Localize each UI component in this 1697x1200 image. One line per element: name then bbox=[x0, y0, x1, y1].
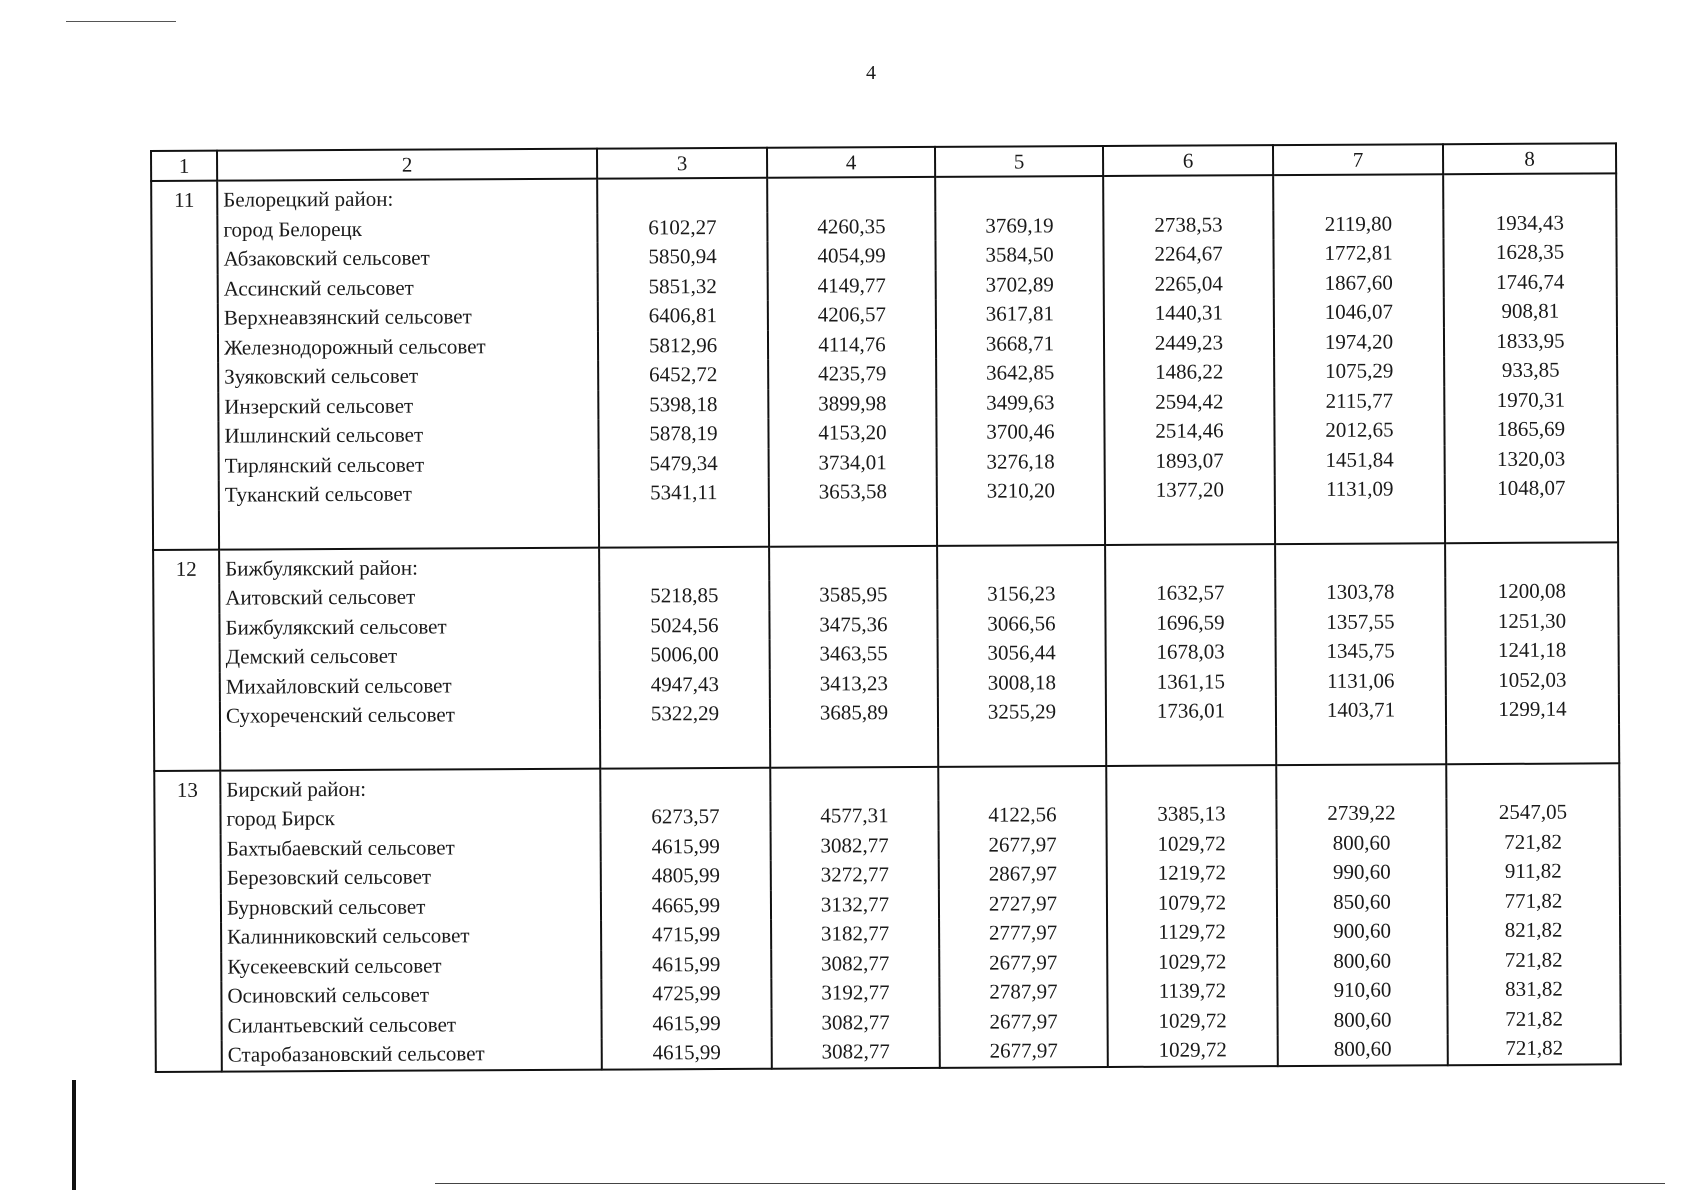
empty-cell bbox=[937, 506, 1105, 546]
value-cell: 5006,00 bbox=[600, 640, 770, 670]
table-row bbox=[156, 1033, 1621, 1071]
value-cell: 3769,19 bbox=[935, 211, 1103, 241]
value-cell: 4153,20 bbox=[768, 418, 936, 448]
value-cell: 1052,03 bbox=[1446, 665, 1619, 695]
value-cell: 2012,65 bbox=[1274, 415, 1444, 445]
value-cell: 3585,95 bbox=[769, 580, 937, 610]
column-header: 7 bbox=[1273, 144, 1443, 175]
municipality-name: Железнодорожный сельсовет bbox=[218, 331, 598, 362]
value-cell: 6452,72 bbox=[598, 360, 768, 390]
value-cell: 3276,18 bbox=[937, 447, 1105, 477]
row-number: 13 bbox=[154, 770, 220, 805]
empty-cell bbox=[151, 215, 217, 245]
municipality-name: Туканский сельсовет bbox=[219, 479, 599, 510]
value-cell: 4054,99 bbox=[767, 241, 935, 271]
value-cell: 3463,55 bbox=[770, 639, 938, 669]
value-cell: 908,81 bbox=[1444, 296, 1617, 326]
value-cell: 1403,71 bbox=[1276, 695, 1446, 725]
empty-cell bbox=[154, 731, 220, 770]
value-cell: 5322,29 bbox=[600, 699, 770, 729]
municipality-name: Бахтыбаевский сельсовет bbox=[221, 832, 601, 863]
empty-cell bbox=[155, 864, 221, 894]
value-cell: 2867,97 bbox=[939, 859, 1107, 889]
value-cell: 1678,03 bbox=[1106, 637, 1276, 667]
value-cell: 900,60 bbox=[1277, 916, 1447, 946]
value-cell: 1029,72 bbox=[1107, 1006, 1277, 1036]
value-cell: 6273,57 bbox=[600, 802, 770, 832]
tariff-table-wrapper bbox=[150, 142, 1620, 1072]
scan-artifact-line bbox=[66, 21, 176, 22]
value-cell: 2677,97 bbox=[940, 1036, 1108, 1067]
value-cell: 5812,96 bbox=[598, 330, 768, 360]
empty-cell bbox=[600, 728, 770, 768]
value-cell: 800,60 bbox=[1278, 1034, 1448, 1065]
empty-cell bbox=[219, 508, 599, 549]
municipality-name: Кусекеевский сельсовет bbox=[221, 950, 601, 981]
value-cell: 1746,74 bbox=[1444, 267, 1617, 297]
empty-cell bbox=[151, 245, 217, 275]
value-cell: 4235,79 bbox=[768, 359, 936, 389]
empty-cell bbox=[152, 363, 218, 393]
value-cell: 2677,97 bbox=[940, 1006, 1108, 1036]
value-cell: 4715,99 bbox=[601, 920, 771, 950]
municipality-name: Старобазановский сельсовет bbox=[222, 1039, 602, 1071]
value-cell: 4260,35 bbox=[767, 211, 935, 241]
value-cell: 5878,19 bbox=[598, 419, 768, 449]
value-cell: 2777,97 bbox=[939, 918, 1107, 948]
value-cell: 3899,98 bbox=[768, 388, 936, 418]
empty-cell bbox=[938, 766, 1106, 801]
empty-cell bbox=[599, 546, 769, 581]
empty-cell bbox=[152, 304, 218, 334]
value-cell: 5479,34 bbox=[599, 448, 769, 478]
value-cell: 1139,72 bbox=[1107, 976, 1277, 1006]
value-cell: 1029,72 bbox=[1107, 829, 1277, 859]
value-cell: 2677,97 bbox=[939, 947, 1107, 977]
value-cell: 2449,23 bbox=[1104, 328, 1274, 358]
empty-cell bbox=[1446, 724, 1619, 764]
column-header: 3 bbox=[597, 148, 767, 179]
empty-cell bbox=[152, 274, 218, 304]
empty-cell bbox=[1105, 544, 1275, 579]
value-cell: 4665,99 bbox=[601, 890, 771, 920]
value-cell: 3668,71 bbox=[936, 329, 1104, 359]
value-cell: 4206,57 bbox=[768, 300, 936, 330]
empty-cell bbox=[154, 805, 220, 835]
value-cell: 2119,80 bbox=[1273, 209, 1443, 239]
value-cell: 1029,72 bbox=[1108, 1035, 1278, 1066]
value-cell: 2677,97 bbox=[939, 830, 1107, 860]
value-cell: 2514,46 bbox=[1104, 416, 1274, 446]
value-cell: 3182,77 bbox=[771, 919, 939, 949]
value-cell: 3066,56 bbox=[937, 609, 1105, 639]
value-cell: 1865,69 bbox=[1444, 414, 1617, 444]
value-cell: 800,60 bbox=[1277, 828, 1447, 858]
municipality-name: Осиновский сельсовет bbox=[221, 980, 601, 1011]
empty-cell bbox=[220, 729, 600, 770]
value-cell: 910,60 bbox=[1277, 975, 1447, 1005]
column-header: 8 bbox=[1443, 143, 1616, 174]
value-cell: 2787,97 bbox=[939, 977, 1107, 1007]
empty-cell bbox=[599, 507, 769, 547]
empty-cell bbox=[155, 893, 221, 923]
empty-cell bbox=[937, 545, 1105, 580]
value-cell: 1129,72 bbox=[1107, 917, 1277, 947]
value-cell: 1974,20 bbox=[1274, 327, 1444, 357]
empty-cell bbox=[152, 333, 218, 363]
value-cell: 1696,59 bbox=[1105, 608, 1275, 638]
value-cell: 1046,07 bbox=[1274, 297, 1444, 327]
value-cell: 1736,01 bbox=[1106, 696, 1276, 726]
scan-artifact-bar bbox=[72, 1080, 76, 1190]
value-cell: 1075,29 bbox=[1274, 356, 1444, 386]
empty-cell bbox=[1106, 765, 1276, 800]
empty-cell bbox=[1105, 505, 1275, 545]
value-cell: 2264,67 bbox=[1103, 239, 1273, 269]
value-cell: 3685,89 bbox=[770, 698, 938, 728]
empty-cell bbox=[770, 727, 938, 767]
value-cell: 5850,94 bbox=[597, 242, 767, 272]
value-cell: 1251,30 bbox=[1445, 606, 1618, 636]
value-cell: 771,82 bbox=[1447, 886, 1620, 916]
value-cell: 4805,99 bbox=[601, 861, 771, 891]
value-cell: 2265,04 bbox=[1104, 269, 1274, 299]
value-cell: 6406,81 bbox=[598, 301, 768, 331]
scan-artifact-line bbox=[435, 1183, 1665, 1184]
value-cell: 3082,77 bbox=[772, 1037, 940, 1068]
municipality-name: Инзерский сельсовет bbox=[218, 390, 598, 421]
value-cell: 3475,36 bbox=[769, 609, 937, 639]
empty-cell bbox=[153, 584, 219, 614]
value-cell: 3192,77 bbox=[771, 978, 939, 1008]
table-body bbox=[151, 143, 1621, 1071]
value-cell: 1357,55 bbox=[1275, 607, 1445, 637]
empty-cell bbox=[597, 178, 767, 213]
value-cell: 1131,06 bbox=[1276, 666, 1446, 696]
value-cell: 5024,56 bbox=[599, 610, 769, 640]
empty-cell bbox=[154, 643, 220, 673]
value-cell: 1934,43 bbox=[1443, 208, 1616, 238]
value-cell: 1029,72 bbox=[1107, 947, 1277, 977]
district-title: Бижбулякский район: bbox=[219, 547, 599, 583]
empty-cell bbox=[153, 451, 219, 481]
page-number: 4 bbox=[866, 62, 876, 84]
empty-cell bbox=[153, 510, 219, 549]
value-cell: 1299,14 bbox=[1446, 694, 1619, 724]
value-cell: 2727,97 bbox=[939, 888, 1107, 918]
value-cell: 5851,32 bbox=[598, 271, 768, 301]
value-cell: 4615,99 bbox=[602, 1008, 772, 1038]
municipality-name: Ассинский сельсовет bbox=[218, 272, 598, 303]
district-title: Бирский район: bbox=[220, 768, 600, 804]
value-cell: 3082,77 bbox=[771, 830, 939, 860]
column-header: 4 bbox=[767, 147, 935, 178]
empty-cell bbox=[152, 422, 218, 452]
value-cell: 1361,15 bbox=[1106, 667, 1276, 697]
empty-cell bbox=[154, 672, 220, 702]
value-cell: 3272,77 bbox=[771, 860, 939, 890]
municipality-name: Калинниковский сельсовет bbox=[221, 921, 601, 952]
value-cell: 3413,23 bbox=[770, 668, 938, 698]
value-cell: 821,82 bbox=[1447, 915, 1620, 945]
empty-cell bbox=[1275, 543, 1445, 578]
value-cell: 800,60 bbox=[1277, 1005, 1447, 1035]
value-cell: 721,82 bbox=[1447, 827, 1620, 857]
empty-cell bbox=[156, 1041, 222, 1072]
municipality-name: Березовский сельсовет bbox=[221, 862, 601, 893]
value-cell: 2739,22 bbox=[1276, 798, 1446, 828]
value-cell: 3132,77 bbox=[771, 889, 939, 919]
empty-cell bbox=[938, 727, 1106, 767]
empty-cell bbox=[153, 613, 219, 643]
value-cell: 4615,99 bbox=[601, 831, 771, 861]
value-cell: 3385,13 bbox=[1106, 799, 1276, 829]
value-cell: 1200,08 bbox=[1445, 576, 1618, 606]
column-header: 6 bbox=[1103, 145, 1273, 176]
empty-cell bbox=[1445, 503, 1618, 543]
value-cell: 3734,01 bbox=[769, 447, 937, 477]
value-cell: 1131,09 bbox=[1275, 474, 1445, 504]
value-cell: 1440,31 bbox=[1104, 298, 1274, 328]
value-cell: 3156,23 bbox=[937, 579, 1105, 609]
value-cell: 1833,95 bbox=[1444, 326, 1617, 356]
tariff-table bbox=[150, 142, 1622, 1072]
value-cell: 3255,29 bbox=[938, 697, 1106, 727]
value-cell: 1219,72 bbox=[1107, 858, 1277, 888]
value-cell: 1893,07 bbox=[1105, 446, 1275, 476]
value-cell: 4149,77 bbox=[768, 270, 936, 300]
value-cell: 3617,81 bbox=[936, 299, 1104, 329]
municipality-name: Михайловский сельсовет bbox=[220, 670, 600, 701]
row-number: 11 bbox=[151, 181, 217, 216]
value-cell: 4122,56 bbox=[938, 800, 1106, 830]
value-cell: 831,82 bbox=[1447, 974, 1620, 1004]
value-cell: 3642,85 bbox=[936, 358, 1104, 388]
empty-cell bbox=[155, 952, 221, 982]
value-cell: 2115,77 bbox=[1274, 386, 1444, 416]
empty-cell bbox=[1273, 174, 1443, 209]
value-cell: 990,60 bbox=[1277, 857, 1447, 887]
value-cell: 3584,50 bbox=[935, 240, 1103, 270]
value-cell: 1241,18 bbox=[1446, 635, 1619, 665]
value-cell: 4577,31 bbox=[770, 801, 938, 831]
municipality-name: Тирлянский сельсовет bbox=[219, 449, 599, 480]
value-cell: 1048,07 bbox=[1445, 473, 1618, 503]
value-cell: 933,85 bbox=[1444, 355, 1617, 385]
municipality-name: город Белорецк bbox=[217, 213, 597, 244]
value-cell: 2594,42 bbox=[1104, 387, 1274, 417]
value-cell: 2738,53 bbox=[1103, 210, 1273, 240]
value-cell: 5218,85 bbox=[599, 581, 769, 611]
empty-cell bbox=[155, 923, 221, 953]
municipality-name: Силантьевский сельсовет bbox=[222, 1009, 602, 1040]
value-cell: 3653,58 bbox=[769, 477, 937, 507]
value-cell: 5341,11 bbox=[599, 478, 769, 508]
municipality-name: Бурновский сельсовет bbox=[221, 891, 601, 922]
value-cell: 3056,44 bbox=[938, 638, 1106, 668]
empty-cell bbox=[154, 702, 220, 732]
empty-cell bbox=[1106, 726, 1276, 766]
value-cell: 1377,20 bbox=[1105, 475, 1275, 505]
value-cell: 3700,46 bbox=[936, 417, 1104, 447]
value-cell: 721,82 bbox=[1447, 945, 1620, 975]
empty-cell bbox=[152, 392, 218, 422]
empty-cell bbox=[767, 177, 935, 212]
value-cell: 1632,57 bbox=[1105, 578, 1275, 608]
empty-cell bbox=[155, 982, 221, 1012]
municipality-name: Ишлинский сельсовет bbox=[218, 420, 598, 451]
municipality-name: Бижбулякский сельсовет bbox=[219, 611, 599, 642]
empty-cell bbox=[935, 176, 1103, 211]
empty-cell bbox=[153, 481, 219, 511]
value-cell: 1970,31 bbox=[1444, 385, 1617, 415]
value-cell: 4615,99 bbox=[601, 949, 771, 979]
value-cell: 6102,27 bbox=[597, 212, 767, 242]
municipality-name: город Бирск bbox=[220, 803, 600, 834]
value-cell: 1628,35 bbox=[1443, 237, 1616, 267]
empty-cell bbox=[156, 1011, 222, 1041]
value-cell: 1867,60 bbox=[1274, 268, 1444, 298]
municipality-name: Сухореченский сельсовет bbox=[220, 700, 600, 731]
empty-cell bbox=[1446, 763, 1619, 798]
value-cell: 4947,43 bbox=[600, 669, 770, 699]
value-cell: 850,60 bbox=[1277, 887, 1447, 917]
value-cell: 721,82 bbox=[1448, 1033, 1621, 1064]
value-cell: 721,82 bbox=[1447, 1004, 1620, 1034]
empty-cell bbox=[769, 506, 937, 546]
value-cell: 2547,05 bbox=[1446, 797, 1619, 827]
empty-cell bbox=[1443, 173, 1616, 208]
value-cell: 1486,22 bbox=[1104, 357, 1274, 387]
empty-cell bbox=[600, 767, 770, 802]
value-cell: 3499,63 bbox=[936, 388, 1104, 418]
value-cell: 3082,77 bbox=[771, 948, 939, 978]
value-cell: 4725,99 bbox=[601, 979, 771, 1009]
value-cell: 4615,99 bbox=[602, 1038, 772, 1069]
value-cell: 3008,18 bbox=[938, 668, 1106, 698]
empty-cell bbox=[1103, 175, 1273, 210]
empty-cell bbox=[1276, 764, 1446, 799]
empty-cell bbox=[1276, 725, 1446, 765]
empty-cell bbox=[769, 545, 937, 580]
column-header: 5 bbox=[935, 146, 1103, 177]
value-cell: 1303,78 bbox=[1275, 577, 1445, 607]
empty-cell bbox=[1445, 542, 1618, 577]
municipality-name: Зуяковский сельсовет bbox=[218, 361, 598, 392]
value-cell: 1345,75 bbox=[1276, 636, 1446, 666]
value-cell: 5398,18 bbox=[598, 389, 768, 419]
value-cell: 3210,20 bbox=[937, 476, 1105, 506]
column-header: 2 bbox=[217, 149, 597, 181]
empty-cell bbox=[1275, 504, 1445, 544]
value-cell: 1451,84 bbox=[1275, 445, 1445, 475]
municipality-name: Демский сельсовет bbox=[220, 641, 600, 672]
column-header: 1 bbox=[151, 151, 217, 181]
district-title: Белорецкий район: bbox=[217, 179, 597, 215]
value-cell: 1079,72 bbox=[1107, 888, 1277, 918]
value-cell: 3082,77 bbox=[772, 1007, 940, 1037]
value-cell: 800,60 bbox=[1277, 946, 1447, 976]
row-number: 12 bbox=[153, 549, 219, 584]
value-cell: 4114,76 bbox=[768, 329, 936, 359]
empty-cell bbox=[770, 766, 938, 801]
municipality-name: Аитовский сельсовет bbox=[219, 582, 599, 613]
value-cell: 3702,89 bbox=[936, 270, 1104, 300]
empty-cell bbox=[155, 834, 221, 864]
municipality-name: Верхнеавзянский сельсовет bbox=[218, 302, 598, 333]
value-cell: 1772,81 bbox=[1273, 238, 1443, 268]
value-cell: 911,82 bbox=[1447, 856, 1620, 886]
municipality-name: Абзаковский сельсовет bbox=[217, 243, 597, 274]
value-cell: 1320,03 bbox=[1445, 444, 1618, 474]
